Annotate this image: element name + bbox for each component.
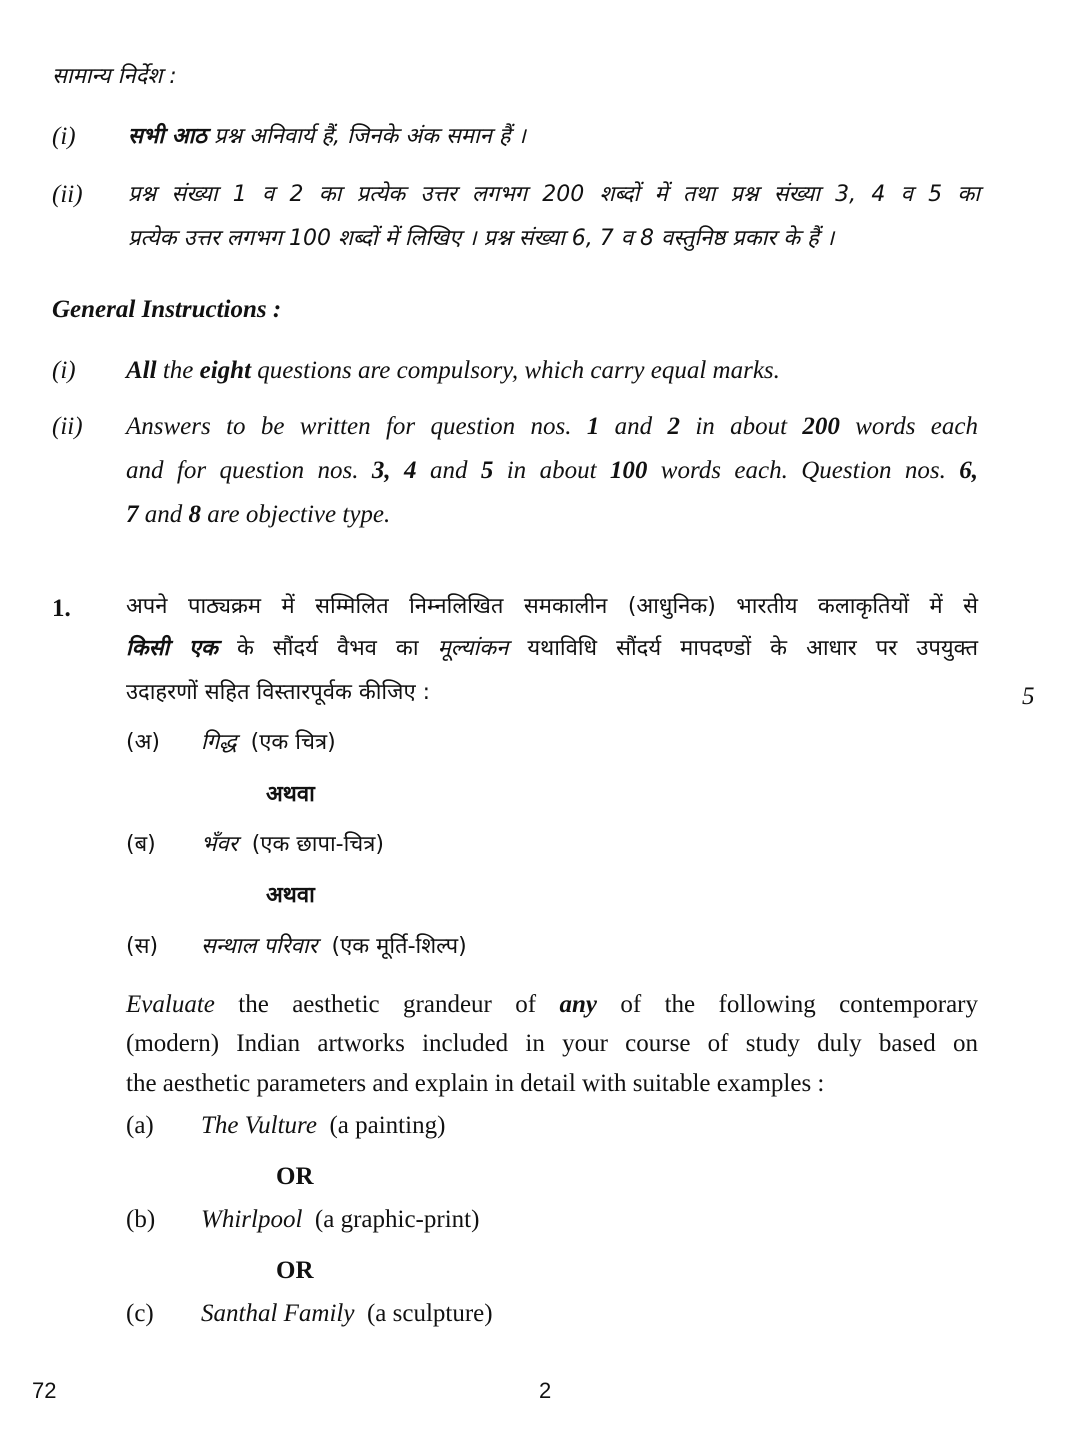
hindi-option-a-label: (अ) bbox=[126, 730, 160, 755]
english-option-a-label: (a) bbox=[126, 1112, 154, 1139]
hindi-item-1-text: सभी आठ प्रश्न अनिवार्य हैं, जिनके अंक समान हैं । bbox=[128, 124, 526, 149]
question-1-hindi-line1: अपने पाठ्यक्रम में सम्मिलित निम्नलिखित समकालीन (आधुनिक) भारतीय कलाकृतियों में से bbox=[126, 594, 978, 619]
question-1-hindi-line3: उदाहरणों सहित विस्तारपूर्वक कीजिए : bbox=[126, 680, 431, 705]
hindi-option-c-label: (स) bbox=[126, 934, 159, 959]
question-1-hindi-line2: किसी एक के सौंदर्य वैभव का मूल्यांकन यथाविधि सौंदर्य मापदण्डों के आधार पर उपयुक्त bbox=[126, 636, 978, 661]
english-item-1-number: (i) bbox=[52, 357, 76, 384]
english-option-c-label: (c) bbox=[126, 1300, 154, 1327]
hindi-item-2-line2: प्रत्येक उत्तर लगभग 100 शब्दों में लिखिए । प्रश्न संख्या 6, 7 व 8 वस्तुनिष्ठ प्रकार के हैं । bbox=[128, 226, 835, 251]
question-1-english-line1: Evaluate the aesthetic grandeur of any of the following contemporary bbox=[126, 991, 978, 1018]
english-or-2: OR bbox=[276, 1257, 314, 1284]
hindi-or-2: अथवा bbox=[266, 883, 315, 908]
english-or-1: OR bbox=[276, 1163, 314, 1190]
question-1-english-line3: the aesthetic parameters and explain in detail with suitable examples : bbox=[126, 1070, 825, 1097]
english-item-2-line1: Answers to be written for question nos. 1 and 2 in about 200 words each bbox=[126, 413, 978, 440]
question-1-english-line2: (modern) Indian artworks included in your course of study duly based on bbox=[126, 1030, 978, 1057]
english-item-1-text: All the eight questions are compulsory, which carry equal marks. bbox=[126, 357, 780, 384]
question-1-marks: 5 bbox=[1022, 683, 1035, 710]
hindi-option-a-text: गिद्ध (एक चित्र) bbox=[201, 730, 336, 755]
english-option-b-text: Whirlpool (a graphic-print) bbox=[201, 1206, 480, 1233]
english-option-c-text: Santhal Family (a sculpture) bbox=[201, 1300, 493, 1327]
hindi-instructions-heading: सामान्य निर्देश : bbox=[52, 64, 177, 89]
english-item-2-line3: 7 and 8 are objective type. bbox=[126, 501, 391, 528]
hindi-or-1: अथवा bbox=[266, 782, 315, 807]
hindi-item-1-number: (i) bbox=[52, 123, 76, 150]
english-option-b-label: (b) bbox=[126, 1206, 156, 1233]
english-item-2-line2: and for question nos. 3, 4 and 5 in about 100 words each. Question nos. 6, bbox=[126, 457, 978, 484]
hindi-option-b-label: (ब) bbox=[126, 832, 156, 857]
hindi-option-c-text: सन्थाल परिवार (एक मूर्ति-शिल्प) bbox=[201, 934, 467, 959]
question-1-number: 1. bbox=[52, 595, 71, 622]
english-option-a-text: The Vulture (a painting) bbox=[201, 1112, 446, 1139]
hindi-item-2-number: (ii) bbox=[52, 181, 83, 208]
english-item-2-number: (ii) bbox=[52, 413, 83, 440]
general-instructions-heading: General Instructions : bbox=[52, 296, 282, 323]
hindi-item-2-line1: प्रश्न संख्या 1 व 2 का प्रत्येक उत्तर लगभग 200 शब्दों में तथा प्रश्न संख्या 3, 4 व 5 का bbox=[128, 182, 980, 207]
paper-code: 72 bbox=[32, 1378, 57, 1403]
page-number: 2 bbox=[539, 1378, 552, 1403]
hindi-option-b-text: भँवर (एक छापा-चित्र) bbox=[201, 832, 384, 857]
